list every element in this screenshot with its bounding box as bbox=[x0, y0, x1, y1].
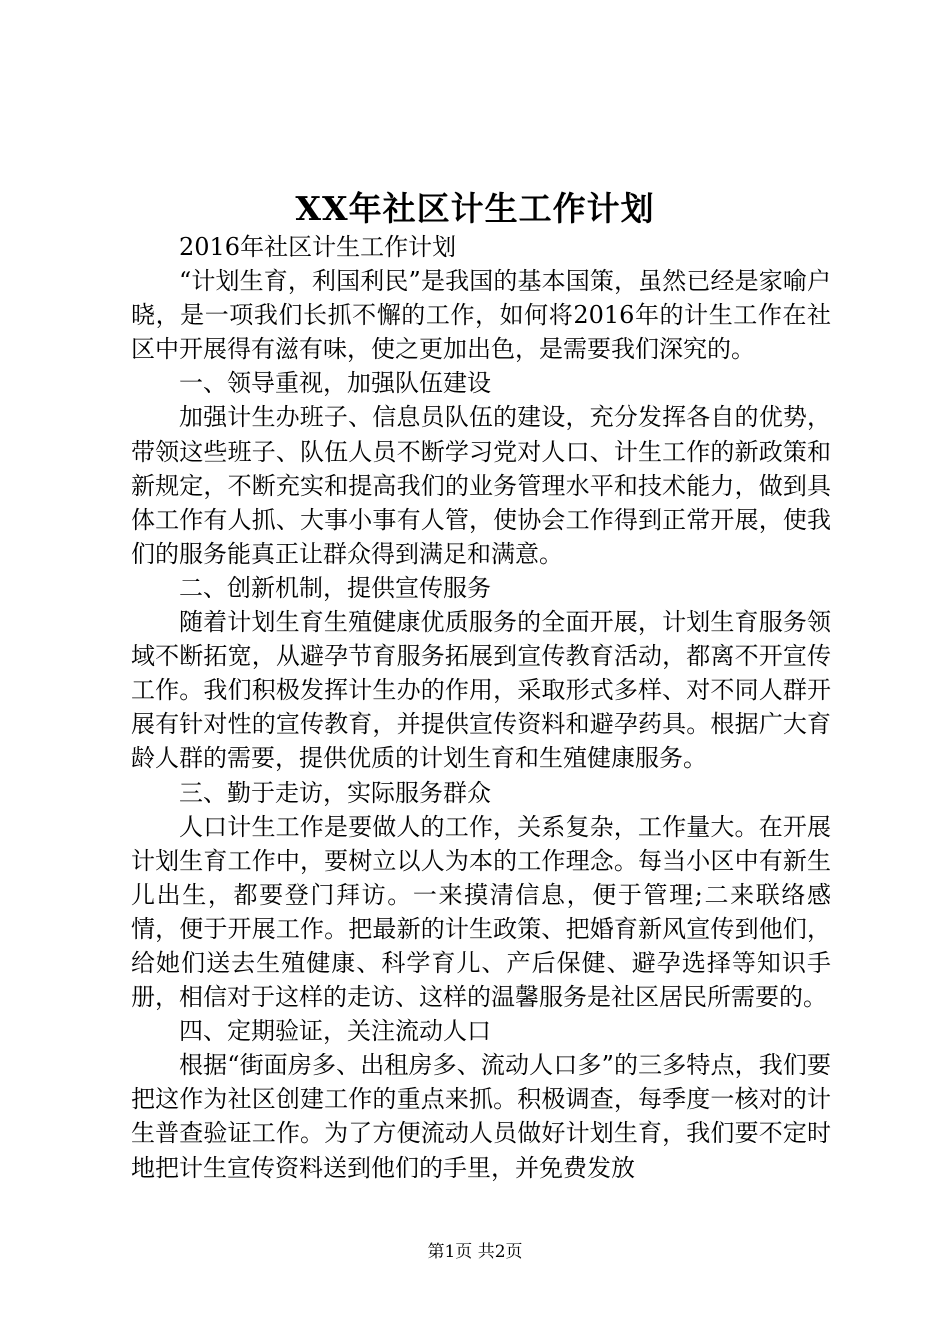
section-heading-2: 二、创新机制，提供宣传服务 bbox=[179, 573, 491, 602]
paragraph-section-3: 人口计生工作是要做人的工作，关系复杂，工作量大。在开展计划生育工作中，要树立以人为本的工作理念。每当小区中有新生儿出生，都要登门拜访。一来摸清信息，便于管理;二来联络感情，便于开展工作。把最新的计生政策、把婚育新风宣传到他们，给她们送去生殖健康、科学育儿、产后保健、避孕选择等知识手册，相信对于这样的走访、这样的温馨服务是社区居民所需要的。 bbox=[131, 812, 831, 1012]
section-heading-1: 一、领导重视，加强队伍建设 bbox=[179, 369, 491, 398]
document-body bbox=[131, 230, 831, 1185]
paragraph-section-4: 根据“街面房多、出租房多、流动人口多”的三多特点，我们要把这作为社区创建工作的重点来抓。积极调查，每季度一核对的计生普查验证工作。为了方便流动人员做好计划生育，我们要不定时地把计生宣传资料送到他们的手里，并免费发放 bbox=[131, 1051, 831, 1182]
paragraph-intro: “计划生育，利国利民”是我国的基本国策，虽然已经是家喻户晓，是一项我们长抓不懈的工作，如何将2016年的计生工作在社区中开展得有滋有味，使之更加出色，是需要我们深究的。 bbox=[131, 267, 831, 364]
document-title: XX年社区计生工作计划 bbox=[295, 189, 655, 228]
page-footer: 第1页 共2页 bbox=[427, 1242, 523, 1262]
section-heading-4: 四、定期验证，关注流动人口 bbox=[179, 1017, 491, 1046]
paragraph-section-2: 随着计划生育生殖健康优质服务的全面开展，计划生育服务领域不断拓宽，从避孕节育服务拓展到宣传教育活动，都离不开宣传工作。我们积极发挥计生办的作用，采取形式多样、对不同人群开展有针对性的宣传教育，并提供宣传资料和避孕药具。根据广大育龄人群的需要，提供优质的计划生育和生殖健康服务。 bbox=[131, 608, 831, 773]
paragraph-subtitle: 2016年社区计生工作计划 bbox=[179, 233, 457, 261]
paragraph-section-1: 加强计生办班子、信息员队伍的建设，充分发挥各自的优势，带领这些班子、队伍人员不断学习党对人口、计生工作的新政策和新规定，不断充实和提高我们的业务管理水平和技术能力，做到具体工作有人抓、大事小事有人管，使协会工作得到正常开展，使我们的服务能真正让群众得到满足和满意。 bbox=[131, 403, 831, 568]
section-heading-3: 三、勤于走访，实际服务群众 bbox=[179, 778, 491, 807]
